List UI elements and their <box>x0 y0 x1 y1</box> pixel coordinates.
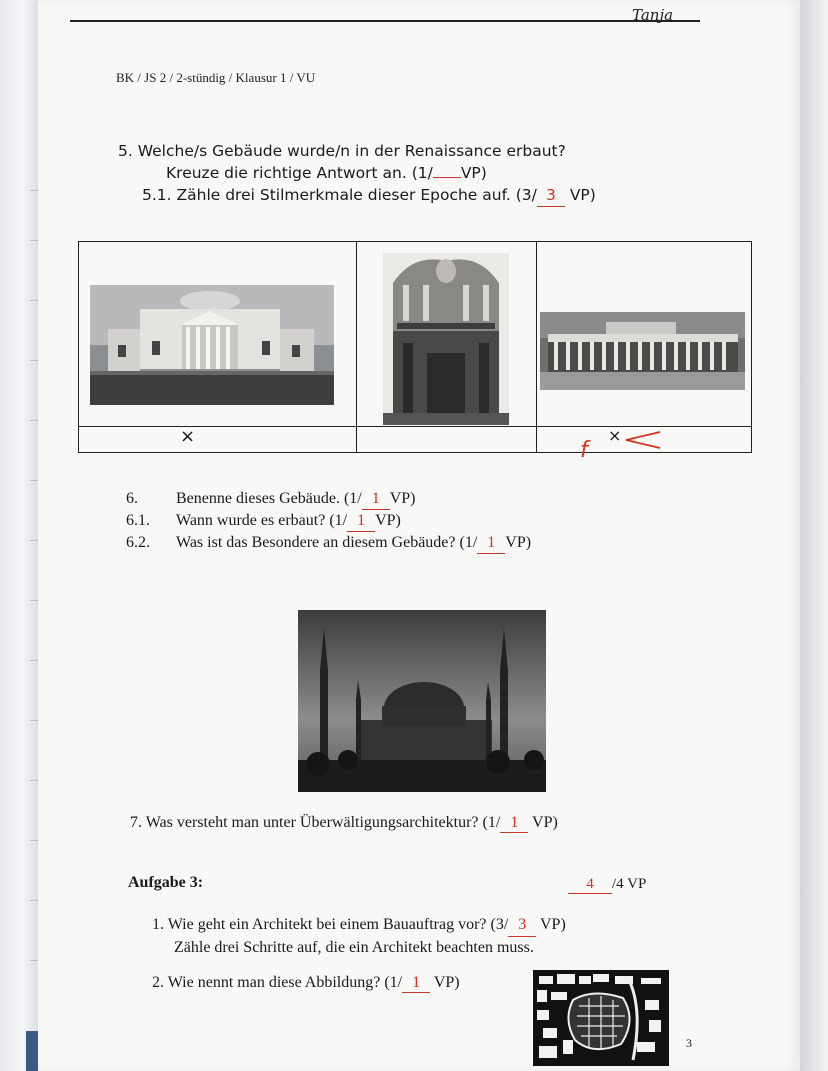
cross-mark-1: × <box>180 426 196 447</box>
q5-line2: Kreuze die richtige Antwort an. (1/ VP) <box>166 164 487 182</box>
q5-line1: 5. Welche/s Gebäude wurde/n in der Renaissance erbaut? <box>118 142 566 160</box>
q5-1-line: 5.1. Zähle drei Stilmerkmale dieser Epoche auf. (3/ 3 VP) <box>118 184 596 207</box>
q5-1-score: 3 <box>537 184 565 207</box>
student-signature: Tanja <box>632 6 674 24</box>
question-7: 7. Was versteht man unter Überwältigungsarchitektur? (1/ 1 VP) <box>130 814 558 831</box>
scan-edge-right <box>800 0 828 1071</box>
scan-edge-left <box>0 0 38 1071</box>
top-rule <box>70 20 700 22</box>
cross-mark-3: × <box>608 426 622 445</box>
teacher-correction-mark: f <box>580 438 588 463</box>
q7-score: 1 <box>500 814 528 833</box>
exam-header: BK / JS 2 / 2-stündig / Klausur 1 / VU <box>116 70 316 85</box>
altes-museum-photo <box>540 312 745 390</box>
hagia-sophia-photo <box>298 610 546 792</box>
q6-2-row: 6.2. Was ist das Besondere an diesem Gebäude? (1/ 1 VP) <box>126 532 531 554</box>
q6-row: 6. Benenne dieses Gebäude. (1/ 1 VP) <box>126 488 531 510</box>
task-3-score: 4 <box>568 876 612 894</box>
question-6 <box>126 488 531 554</box>
page-number: 3 <box>686 1036 692 1050</box>
task-3-title: Aufgabe 3: <box>128 874 204 891</box>
task-3-question-1: 1. Wie geht ein Architekt bei einem Bauauftrag vor? (3/ 3 VP) Zähle drei Schritte auf, die ein Architekt beachten muss. <box>152 914 566 959</box>
question-5 <box>118 140 596 207</box>
task-3-q1-score: 3 <box>508 914 536 937</box>
task-3-total: 4 /4 VP <box>568 876 646 894</box>
q6-1-row: 6.1. Wann wurde es erbaut? (1/ 1 VP) <box>126 510 531 532</box>
task-3-q1-line2: Zähle drei Schritte auf, die ein Architekt beachten muss. <box>174 939 534 956</box>
baroque-church-photo <box>383 253 509 425</box>
task-3-q2-score: 1 <box>402 974 430 993</box>
task-3-question-2: 2. Wie nennt man diese Abbildung? (1/ 1 VP) <box>152 974 460 991</box>
teacher-arrow-icon <box>620 428 664 450</box>
q5-score <box>433 177 461 178</box>
city-plan-figure <box>533 970 669 1066</box>
villa-rotonda-photo <box>90 285 334 405</box>
